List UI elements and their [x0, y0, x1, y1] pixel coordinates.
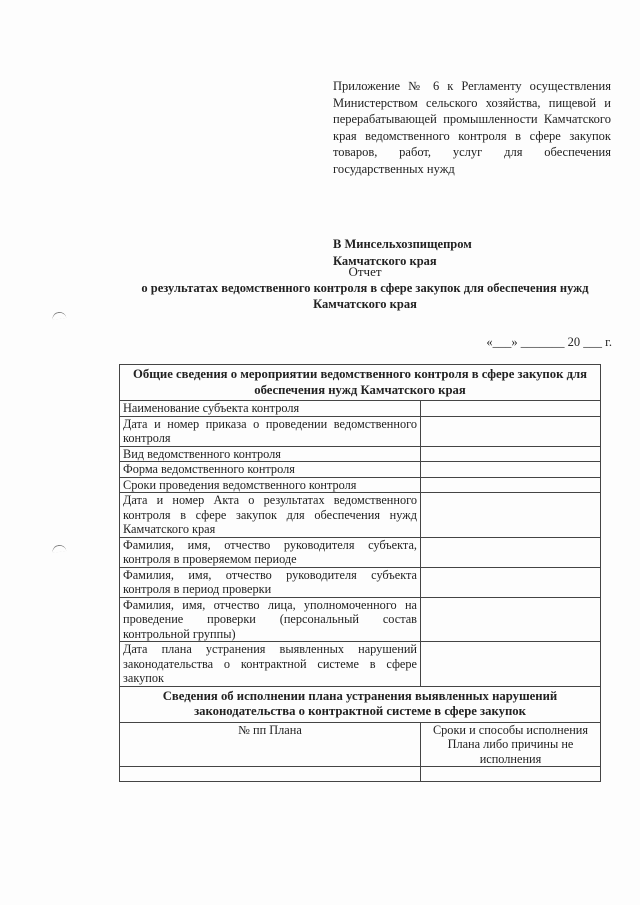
table-row: [120, 767, 601, 782]
table-row: [120, 462, 601, 478]
margin-punch-mark: [52, 544, 67, 553]
table-row: [120, 493, 601, 538]
row-value-cell[interactable]: [421, 446, 601, 462]
row-label: Форма ведомственного контроля: [120, 462, 421, 478]
plan-number-cell[interactable]: [120, 767, 421, 782]
annex-reference: Приложение № 6 к Регламенту осуществления Министерством сельского хозяйства, пищевой и перерабатывающей промышленности Камчатского края ведомственного контроля в сфере закупок товаров, работ, услуг для обеспечения государственных нужд: [333, 79, 611, 176]
row-value-cell[interactable]: [421, 537, 601, 567]
row-label: Вид ведомственного контроля: [120, 446, 421, 462]
report-subtitle: о результатах ведомственного контроля в сфере закупок для обеспечения нужд Камчатского края: [141, 281, 589, 311]
row-value-cell[interactable]: [421, 477, 601, 493]
table-row: [120, 401, 601, 417]
table-row: [120, 597, 601, 642]
row-label: Дата плана устранения выявленных нарушений законодательства о контрактной системе в сфере закупок: [120, 642, 421, 687]
row-value-cell[interactable]: [421, 567, 601, 597]
addressee-line-1: В Минсельхозпищепром: [333, 237, 472, 251]
row-value-cell[interactable]: [421, 597, 601, 642]
row-label: Сроки проведения ведомственного контроля: [120, 477, 421, 493]
section-header-plan-execution: Сведения об исполнении плана устранения выявленных нарушений законодательства о контрактной системе в сфере закупок: [120, 686, 601, 722]
row-label: Дата и номер приказа о проведении ведомственного контроля: [120, 416, 421, 446]
row-value-cell[interactable]: [421, 642, 601, 687]
table-row: [120, 537, 601, 567]
execution-cell[interactable]: [421, 767, 601, 782]
report-title: Отчет: [348, 264, 382, 279]
row-value-cell[interactable]: [421, 462, 601, 478]
report-form-table: [119, 364, 601, 782]
date-line: «___» _______ 20 ___ г.: [486, 335, 612, 349]
row-label: Дата и номер Акта о результатах ведомственного контроля в сфере закупок для обеспечения нужд Камчатского края: [120, 493, 421, 538]
report-title-block: [110, 264, 620, 312]
table-row: [120, 642, 601, 687]
table-row: [120, 446, 601, 462]
row-value-cell[interactable]: [421, 401, 601, 417]
row-label: Фамилия, имя, отчество руководителя субъекта контроля в период проверки: [120, 567, 421, 597]
row-label: Наименование субъекта контроля: [120, 401, 421, 417]
section-header-general: Общие сведения о мероприятии ведомственного контроля в сфере закупок для обеспечения нужд Камчатского края: [120, 365, 601, 401]
row-label: Фамилия, имя, отчество руководителя субъекта, контроля в проверяемом периоде: [120, 537, 421, 567]
row-label: Фамилия, имя, отчество лица, уполномоченного на проведение проверки (персональный состав контрольной группы): [120, 597, 421, 642]
column-header-plan-number: № пп Плана: [120, 722, 421, 767]
addressee-line-2: Камчатского края: [333, 254, 437, 268]
margin-punch-mark: [52, 311, 67, 320]
row-value-cell[interactable]: [421, 493, 601, 538]
table-row: [120, 416, 601, 446]
row-value-cell[interactable]: [421, 416, 601, 446]
table-row: [120, 477, 601, 493]
table-row: [120, 567, 601, 597]
column-header-execution: Сроки и способы исполнения Плана либо причины не исполнения: [421, 722, 601, 767]
